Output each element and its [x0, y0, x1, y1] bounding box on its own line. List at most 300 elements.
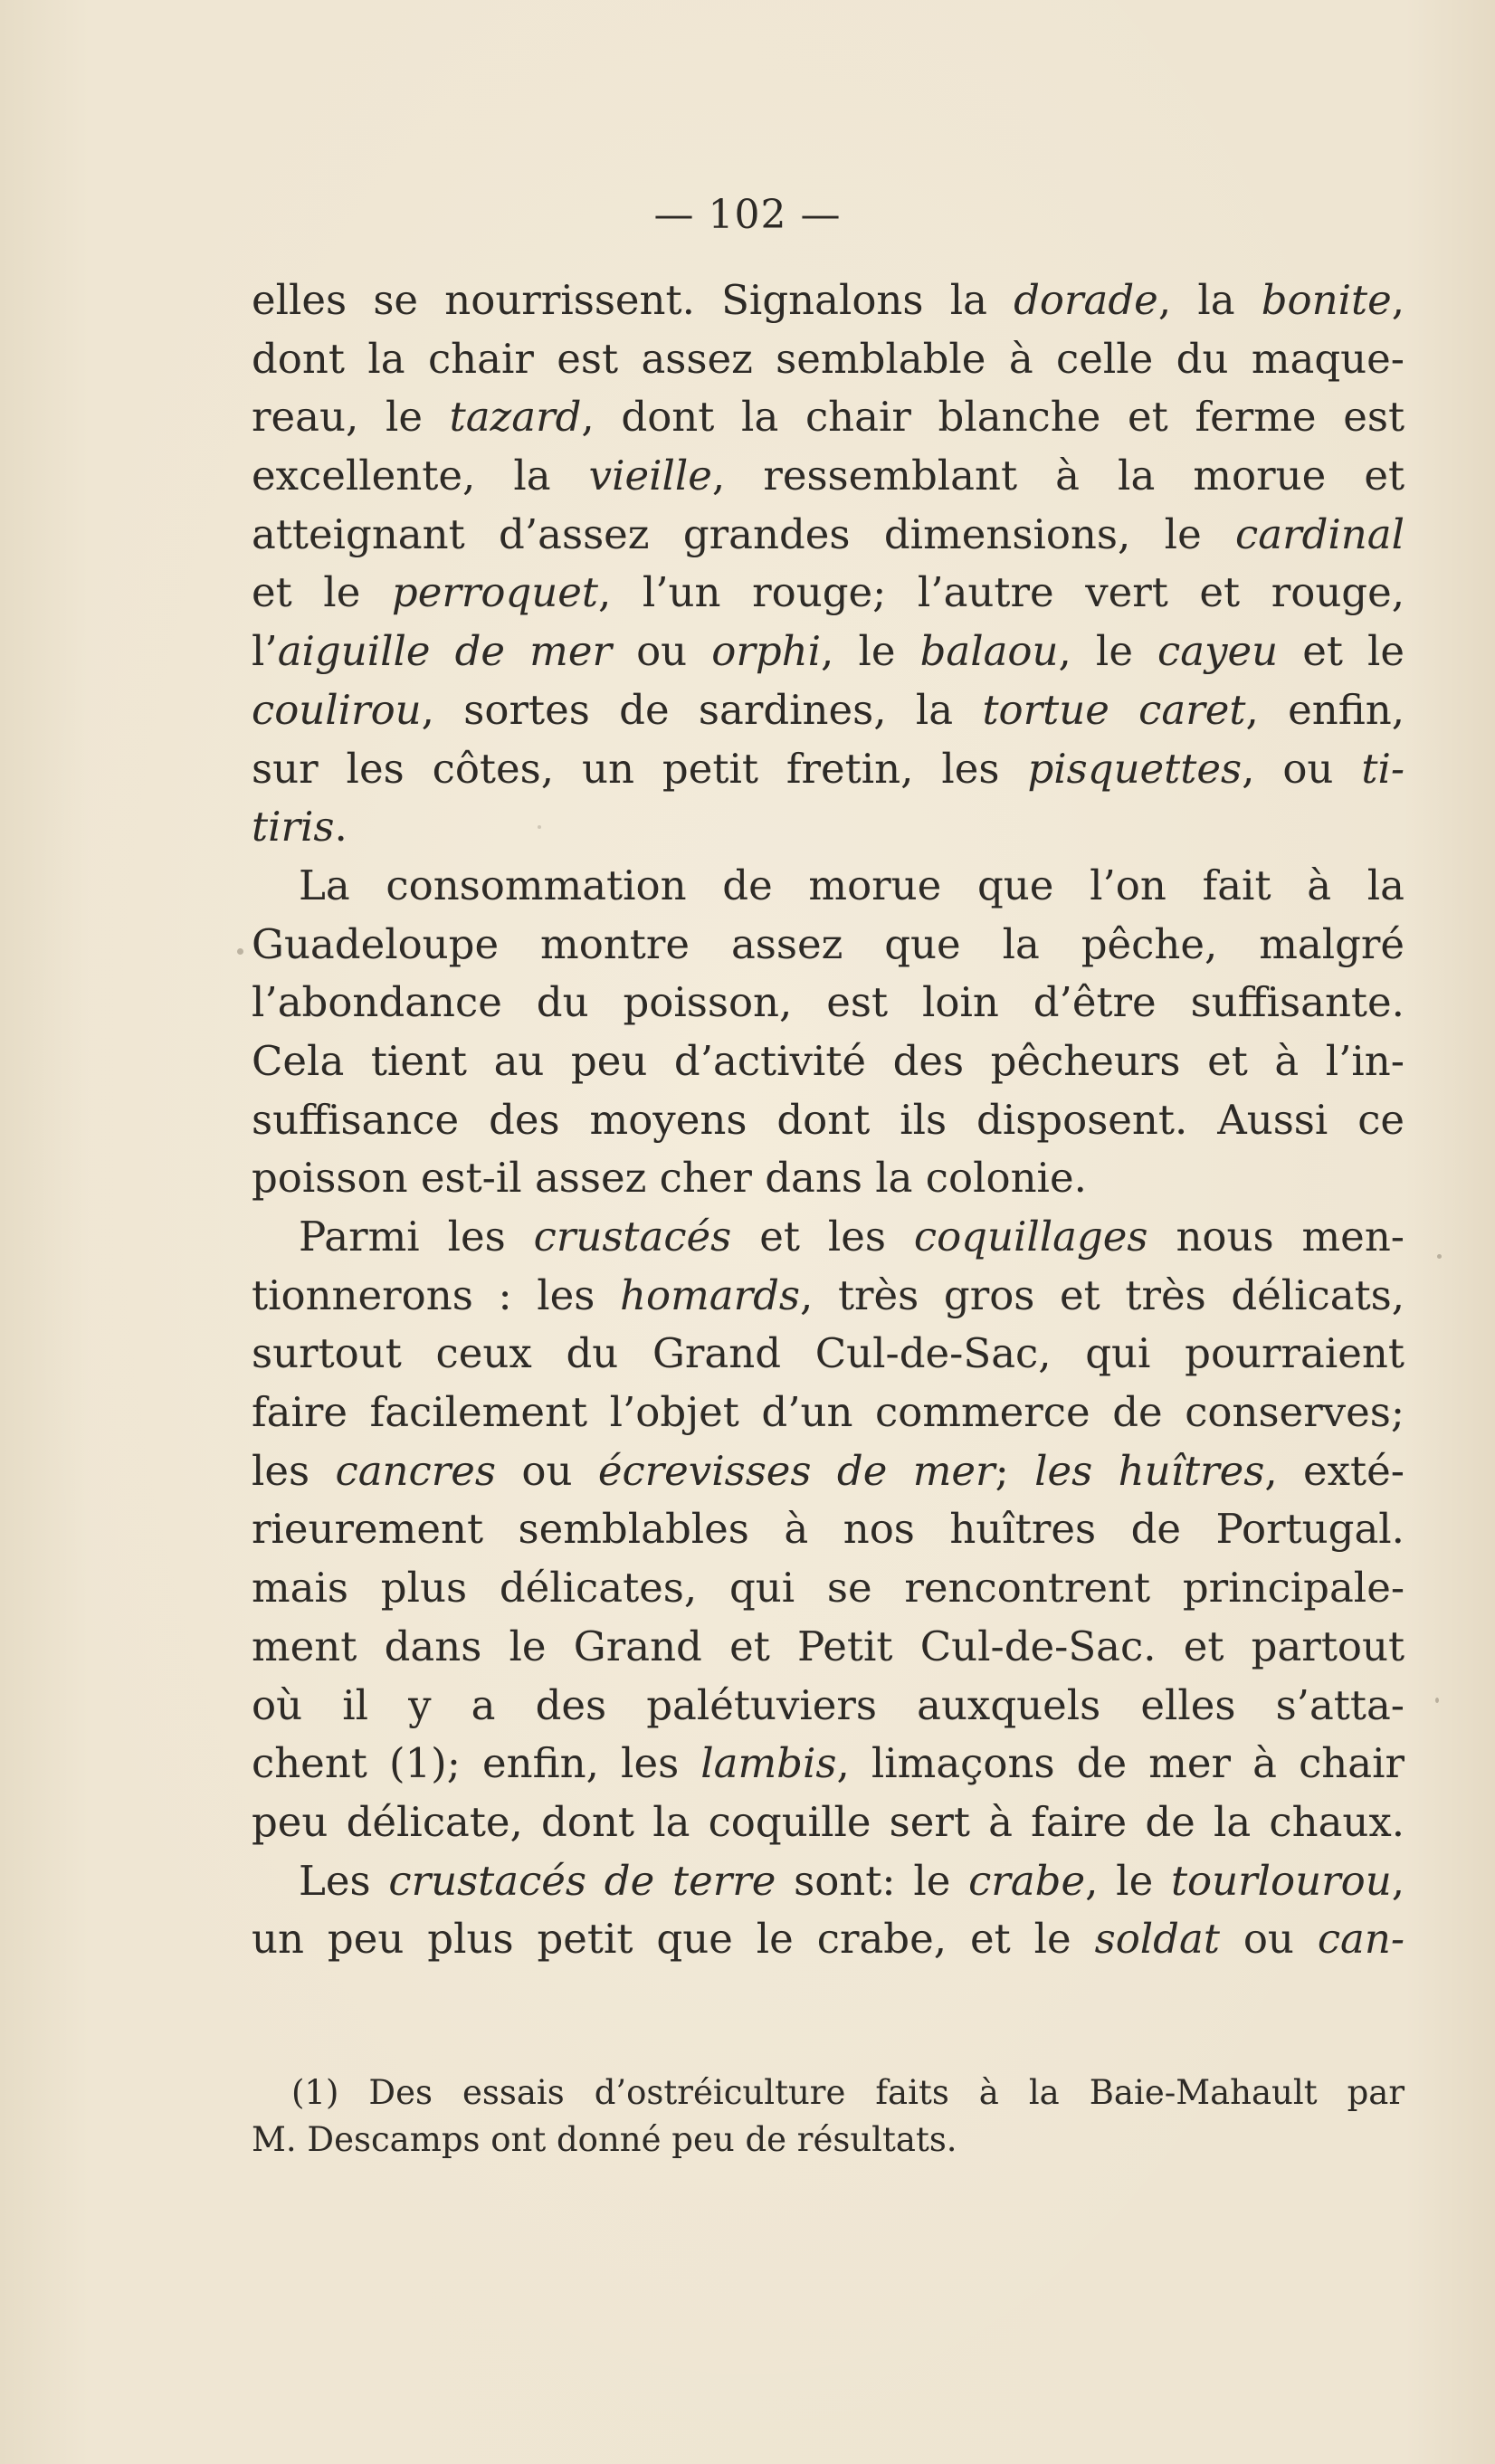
word: tient [370, 1036, 468, 1085]
word-gap [1220, 1910, 1243, 1969]
italic-word: mer [529, 627, 612, 676]
word-gap [872, 1559, 905, 1618]
word: et [759, 1213, 800, 1261]
word: la [915, 685, 954, 734]
word-gap [1166, 857, 1203, 916]
word: rouge; [752, 568, 887, 617]
word-gap [778, 388, 805, 447]
word: les [447, 1213, 506, 1261]
word: reau, [252, 393, 359, 442]
word: d’un [761, 1388, 853, 1437]
word: semblables [518, 1505, 749, 1554]
word: ; [995, 1446, 1009, 1495]
word-gap [434, 681, 463, 740]
word-gap [304, 1910, 328, 1969]
italic-word: cardinal [1235, 509, 1405, 558]
text-line [252, 1618, 1405, 1677]
word-gap [1100, 1267, 1126, 1326]
word-gap [1271, 857, 1308, 916]
word-gap [560, 1091, 590, 1150]
word-gap [647, 1032, 674, 1091]
word-gap [812, 1442, 837, 1501]
paper-speck [1435, 1698, 1439, 1703]
word-gap [953, 681, 982, 740]
word-gap [870, 1091, 900, 1150]
word: à [1252, 1739, 1277, 1788]
word-gap [690, 1793, 708, 1852]
word: la [1002, 919, 1040, 968]
word: suffisante. [1190, 978, 1405, 1027]
word-gap [1100, 388, 1128, 447]
word-gap [587, 1384, 610, 1442]
word: sert [889, 1797, 970, 1846]
word: exté- [1303, 1446, 1405, 1495]
word-gap [1034, 1267, 1060, 1326]
word: disposent. [976, 1095, 1188, 1144]
text-run: . [334, 803, 348, 851]
word-gap [1228, 330, 1251, 389]
word-gap [544, 1032, 571, 1091]
word: ou [521, 1446, 573, 1495]
word-gap [1150, 1325, 1185, 1384]
word-gap [1060, 2069, 1090, 2117]
word: enfin, [482, 1739, 599, 1788]
word: , [1242, 744, 1255, 793]
word: de [1145, 1797, 1195, 1846]
word: est [1343, 393, 1405, 442]
word: Guadeloupe [252, 919, 500, 968]
word: Petit [797, 1622, 893, 1670]
word-gap [357, 1618, 384, 1677]
word: l’objet [609, 1388, 739, 1437]
word: sur [252, 744, 319, 793]
word-gap [1254, 740, 1282, 799]
word-gap [586, 1852, 605, 1911]
word-gap [1278, 1442, 1303, 1501]
word: plus [380, 1564, 468, 1613]
word: elles [1140, 1680, 1236, 1729]
word-gap [1040, 916, 1081, 975]
word-gap [405, 330, 428, 389]
word-gap [1326, 447, 1364, 506]
word: les [941, 744, 1000, 793]
word-gap [950, 1852, 968, 1911]
word-gap [913, 740, 941, 799]
word: la [1118, 452, 1156, 500]
word: ce [1357, 1095, 1405, 1144]
word-gap [919, 1267, 944, 1326]
word: nos [843, 1505, 915, 1554]
body-text [252, 271, 1405, 1969]
italic-word: crustacés [388, 1856, 587, 1905]
word: , [421, 685, 434, 734]
word: assez [641, 334, 753, 383]
word-gap [347, 271, 373, 330]
word: et [729, 1622, 770, 1670]
word-gap [1168, 388, 1195, 447]
word: la [367, 334, 405, 383]
italic-word: cayeu [1157, 627, 1279, 676]
word: est [826, 978, 889, 1027]
word-gap [721, 564, 753, 623]
word-gap [1127, 1735, 1148, 1793]
word-gap [1100, 1677, 1140, 1736]
word-gap [590, 681, 619, 740]
word-gap [1202, 506, 1235, 565]
text-line [252, 623, 1405, 681]
word: nous [1176, 1213, 1274, 1261]
word: Des [368, 2073, 433, 2112]
word: , [821, 627, 834, 676]
word-gap [534, 330, 557, 389]
word: de [1112, 1388, 1163, 1437]
word-gap [1206, 1267, 1232, 1326]
word: rencontrent [904, 1564, 1151, 1613]
word: se [373, 276, 419, 324]
italic-word: écrevisses [597, 1446, 812, 1495]
word-gap [781, 1325, 815, 1384]
word-gap [1163, 1384, 1186, 1442]
word-gap [833, 623, 858, 681]
word: le [913, 1856, 951, 1905]
word: y [408, 1680, 432, 1729]
word-gap [1127, 1793, 1145, 1852]
word-gap [358, 388, 386, 447]
italic-word: coulirou [252, 685, 422, 734]
italic-word: huîtres [1118, 1446, 1265, 1495]
word: et [969, 1915, 1011, 1964]
word: fretin, [786, 744, 914, 793]
word-gap [1224, 1618, 1251, 1677]
word-gap [866, 1032, 893, 1091]
text-line [252, 1032, 1405, 1091]
text-line [252, 916, 1405, 975]
word: à [988, 1797, 1013, 1846]
word: dimensions, [883, 509, 1131, 558]
word: et [1207, 1036, 1248, 1085]
text-line [252, 1735, 1405, 1793]
word: de [1076, 1739, 1128, 1788]
word-gap [599, 1735, 621, 1793]
word-gap [654, 1852, 672, 1911]
word-gap [1318, 2069, 1347, 2117]
word-gap [532, 1325, 567, 1384]
text-line [252, 2069, 1405, 2117]
word: le [509, 1622, 547, 1670]
word: plus [427, 1915, 514, 1964]
word-gap [1080, 447, 1118, 506]
word: du [566, 1329, 619, 1378]
page-number: — 102 — [653, 192, 842, 238]
word: d’être [1033, 978, 1157, 1027]
word-gap [292, 564, 324, 623]
word: à [1055, 452, 1080, 500]
word: Cela [252, 1036, 345, 1085]
word: ou [1243, 1915, 1294, 1964]
italic-word: can- [1317, 1915, 1405, 1964]
word-gap [634, 1793, 652, 1852]
word-gap [1055, 1735, 1077, 1793]
word: le [1095, 627, 1133, 676]
word-gap [499, 916, 540, 975]
word-gap [1171, 271, 1197, 330]
word-gap [348, 1384, 370, 1442]
word: d’ostréiculture [594, 2073, 846, 2112]
word-gap [1098, 1852, 1116, 1911]
word: ressemblant [763, 452, 1018, 500]
italic-term: tiris [252, 803, 335, 851]
word: les [827, 1213, 886, 1261]
text-line [252, 1910, 1405, 1969]
italic-word: balaou [919, 627, 1059, 676]
word: nourrissent. [444, 276, 695, 324]
word: vert [1085, 568, 1168, 617]
paper-speck [237, 948, 243, 955]
word-gap [776, 1852, 794, 1911]
word: le [1033, 1915, 1071, 1964]
word: montre [540, 919, 690, 968]
word-gap [404, 1910, 427, 1969]
word-gap [670, 681, 699, 740]
word: suffisance [252, 1095, 460, 1144]
word: la [652, 1797, 690, 1846]
word: à [1008, 334, 1033, 383]
word-gap [1187, 1091, 1217, 1150]
word-gap [1017, 447, 1055, 506]
word: auxquels [917, 1680, 1101, 1729]
word: et [1302, 627, 1343, 676]
word-gap [808, 1500, 843, 1559]
word: délicats, [1231, 1270, 1405, 1319]
word: Parmi [299, 1213, 420, 1261]
word: l’autre [917, 568, 1054, 617]
word: à [1307, 861, 1332, 909]
word: la [949, 276, 987, 324]
word-gap [495, 1677, 535, 1736]
word: , [597, 568, 612, 617]
word: Aussi [1217, 1095, 1328, 1144]
word-gap [595, 1267, 620, 1326]
word-gap [1053, 857, 1090, 916]
word: du [536, 978, 589, 1027]
word: le [1116, 1856, 1154, 1905]
word-gap [496, 1442, 521, 1501]
word-gap [423, 388, 450, 447]
word-gap [1195, 1793, 1214, 1852]
word-gap [687, 857, 723, 916]
word-gap [1033, 330, 1056, 389]
word-gap [344, 1032, 371, 1091]
word: et [1128, 393, 1168, 442]
word-gap [371, 1852, 389, 1911]
word-gap [1274, 1208, 1302, 1267]
word-gap [1331, 857, 1367, 916]
word: d’assez [499, 509, 650, 558]
word-gap [1071, 623, 1096, 681]
word-gap [1251, 1793, 1269, 1852]
word-gap [309, 1442, 335, 1501]
word-gap [418, 271, 444, 330]
word-gap [739, 1384, 762, 1442]
word-gap [892, 1618, 919, 1677]
word: , [1085, 1856, 1099, 1905]
word: men- [1301, 1213, 1405, 1261]
word: que [976, 861, 1054, 909]
word: le [858, 627, 896, 676]
word-gap [1231, 1735, 1252, 1793]
word: Cul-de-Sac. [919, 1622, 1157, 1670]
word: , [1157, 276, 1172, 324]
word: Baie-Mahault [1089, 2073, 1318, 2112]
text-line [252, 1267, 1405, 1326]
word: délicate, [346, 1797, 523, 1846]
word-gap [483, 1500, 519, 1559]
text-line [252, 447, 1405, 506]
word: des [892, 1036, 965, 1085]
italic-word: mer [912, 1446, 995, 1495]
word: pourraient [1185, 1329, 1405, 1378]
word: huîtres [949, 1505, 1097, 1554]
word: de [619, 685, 670, 734]
text-line [252, 564, 1405, 623]
word: petit [662, 744, 758, 793]
word: un [252, 1915, 304, 1964]
word: partout [1251, 1622, 1405, 1670]
word: à [1274, 1036, 1300, 1085]
word-gap [348, 1559, 381, 1618]
word: s’atta- [1275, 1680, 1405, 1729]
word: les [252, 1446, 310, 1495]
word-gap [433, 2069, 462, 2117]
word: le [756, 1915, 794, 1964]
word-gap [1071, 1910, 1095, 1969]
text-line [252, 1208, 1405, 1267]
word-gap [1235, 1677, 1275, 1736]
text-line [252, 271, 1405, 330]
word: principale- [1182, 1564, 1405, 1613]
word-gap [1090, 1384, 1113, 1442]
word: Les [299, 1856, 371, 1905]
word: et [1364, 452, 1405, 500]
word-gap [1054, 564, 1086, 623]
italic-word: crabe [968, 1856, 1086, 1905]
word-gap [702, 1618, 729, 1677]
word: facilement [369, 1388, 588, 1437]
word: crabe, [816, 1915, 947, 1964]
paper-speck [538, 825, 541, 829]
italic-word: tortue [982, 685, 1109, 734]
word: gros [943, 1270, 1035, 1319]
word-gap [1343, 623, 1367, 681]
word: , [1391, 1856, 1405, 1905]
text-line [252, 1325, 1405, 1384]
word-gap [886, 1208, 914, 1267]
word-gap [611, 564, 643, 623]
word-gap [1096, 1500, 1131, 1559]
word: Grand [573, 1622, 702, 1670]
text-line [252, 388, 1405, 447]
italic-word: homards [620, 1270, 800, 1319]
word-gap [915, 1500, 950, 1559]
word: et [1183, 1622, 1224, 1670]
word: se [826, 1564, 872, 1613]
word-gap [679, 1735, 700, 1793]
word-gap [1153, 330, 1176, 389]
italic-word: crustacés [533, 1213, 732, 1261]
word-gap [1294, 1910, 1318, 1969]
word: poisson, [623, 978, 793, 1027]
text-line [252, 506, 1405, 565]
italic-word: les [1034, 1446, 1093, 1495]
word: morue [1193, 452, 1327, 500]
word-gap [473, 1267, 499, 1326]
word-gap [697, 1559, 729, 1618]
word: dont [541, 1797, 635, 1846]
word-gap [465, 506, 499, 565]
word: la [1213, 1797, 1252, 1846]
word-gap [345, 330, 367, 389]
word: coquille [708, 1797, 871, 1846]
italic-word: dorade [1014, 276, 1158, 324]
word: au [493, 1036, 545, 1085]
word: petit [537, 1915, 633, 1964]
word: peu [252, 1797, 329, 1846]
word-gap [633, 1910, 656, 1969]
word-gap [547, 1618, 574, 1677]
text-line [252, 1500, 1405, 1559]
word: la [1028, 2073, 1060, 2112]
word-gap [328, 1793, 346, 1852]
word: l’ [252, 627, 278, 676]
word-gap [360, 564, 392, 623]
text-line [252, 1852, 1405, 1911]
word-gap [523, 1793, 541, 1852]
word: maque- [1251, 334, 1405, 383]
word: d’activité [673, 1036, 867, 1085]
word: dont [621, 393, 715, 442]
word-gap [338, 2069, 368, 2117]
italic-word: tazard [449, 393, 582, 442]
word-gap [964, 1032, 991, 1091]
word-gap [1328, 1091, 1357, 1150]
word: faire [252, 1388, 348, 1437]
word-gap [554, 740, 582, 799]
word-gap [1278, 623, 1302, 681]
word: ferme [1195, 393, 1317, 442]
word-gap [302, 1677, 342, 1736]
word-gap [606, 1677, 646, 1736]
word-gap [792, 974, 826, 1032]
word: que [884, 919, 961, 968]
word: l’abondance [252, 978, 502, 1027]
word: des [535, 1680, 607, 1729]
word: la [1197, 276, 1235, 324]
word-gap [970, 1793, 988, 1852]
word-gap [690, 916, 731, 975]
word-gap [961, 916, 1003, 975]
word-gap [947, 1910, 970, 1969]
word: l’un [642, 568, 721, 617]
word-gap [1168, 564, 1200, 623]
text-line [252, 740, 1405, 799]
text-line [252, 1559, 1405, 1618]
word: : [498, 1270, 512, 1319]
word-gap [999, 2069, 1029, 2117]
word-gap [461, 1735, 482, 1793]
word-gap [402, 1325, 436, 1384]
word: surtout [252, 1329, 402, 1378]
word-gap [1000, 740, 1028, 799]
